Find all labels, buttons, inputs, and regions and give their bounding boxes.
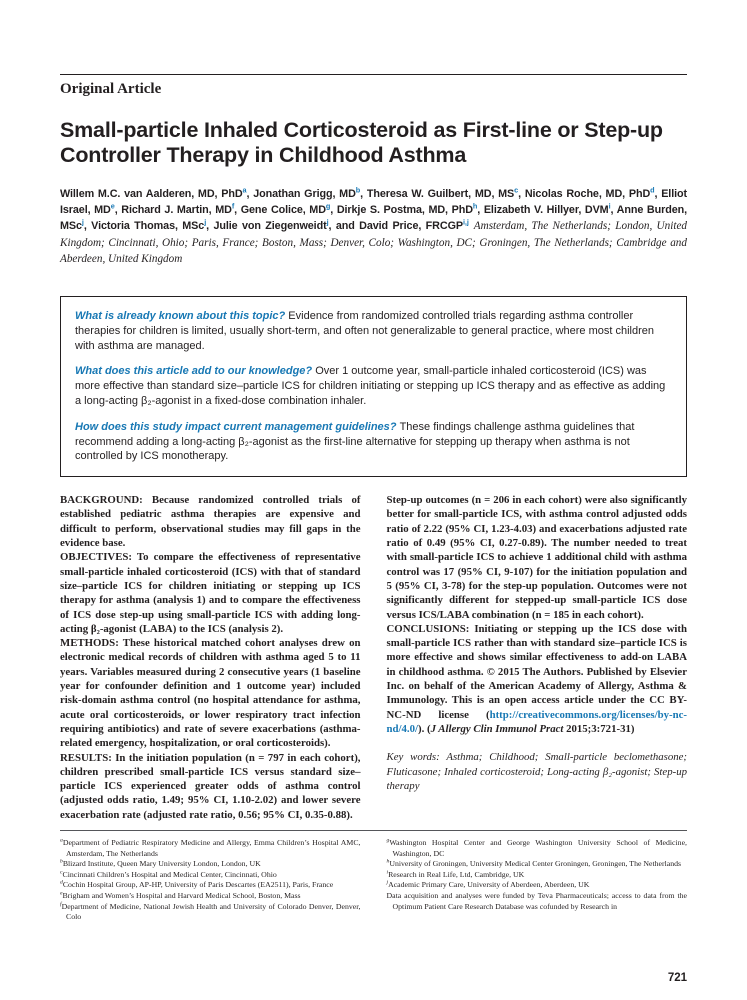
text-segment: , Jonathan Grigg, MD <box>246 188 356 200</box>
affiliation-ref: j <box>326 217 329 227</box>
footnote-marker: a <box>60 837 63 844</box>
footnote-text: Blizard Institute, Queen Mary University London, London, UK <box>62 859 261 869</box>
text-segment: 2015;3:721-31) <box>563 722 635 735</box>
footnote-text: Academic Primary Care, University of Aberdeen, Aberdeen, UK <box>388 880 590 890</box>
footnote-text: Cochin Hospital Group, AP-HP, University of Paris Descartes (EA2511), Paris, France <box>62 880 334 890</box>
author-byline <box>60 186 687 267</box>
journal-name: J Allergy Clin Immunol Pract <box>430 722 564 735</box>
affiliation-footnote-f <box>60 902 361 923</box>
text-segment: , Victoria Thomas, MSc <box>83 220 205 233</box>
highlight-item-adds <box>75 364 672 408</box>
affiliation-ref: g <box>325 201 331 211</box>
footnote-marker: c <box>60 869 63 876</box>
author-locations: Amsterdam, The Netherlands; London, United Kingdom; Cincinnati, Ohio; Paris, France; Boston, Mass; Denver, Colo; Washington, DC; Groningen, The Netherlands; Cambridge and Aberdeen, United Kingdom <box>60 220 688 265</box>
affiliation-ref: c <box>514 185 519 195</box>
abstract-background: BACKGROUND: Because randomized controlled trials of established pediatric asthma therapies are expensive and difficult to perform, observational studies may fill gaps in the evidence base. <box>60 494 361 550</box>
footnote-text: University of Groningen, University Medical Center Groningen, Groningen, The Netherlands <box>389 859 682 869</box>
abstract-objectives: OBJECTIVES: To compare the effectiveness of representative small-particle inhaled corticosteroid (ICS) with that of standard size–particle ICS for children initiating or stepping up ICS therapy for asthma (analysis 1) and to compare the effectiveness of ICS dose step-up using small-particle ICS with adding long-acting β₂-agonist (LABA) to the ICS (analysis 2). <box>60 551 361 635</box>
footnotes-left-column <box>60 838 361 923</box>
section-label: Original Article <box>60 81 162 97</box>
text-segment: , Dirkje S. Postma, MD, PhD <box>330 204 473 217</box>
text-segment: CONCLUSIONS: Initiating or stepping up the ICS dose with small-particle ICS rather than with standard size–particle ICS is more effective and shows similar effectiveness to add-on LABA in childhood asthma. © 2015 The Authors. Published by Elsevier Inc. on behalf of the American Academy of Allergy, Asthma & Immunology. This is an open access article under the CC BY-NC-ND license ( <box>386 622 687 721</box>
footnote-text: Department of Medicine, National Jewish Health and University of Colorado Denver, Denver, Colo <box>61 901 361 922</box>
affiliation-footnote-g <box>387 838 688 859</box>
text-segment: , Julie von Ziegenweidt <box>206 220 327 233</box>
footnote-marker: b <box>60 858 63 865</box>
footnote-text: Department of Pediatric Respiratory Medicine and Allergy, Emma Children’s Hospital AMC, Amsterdam, The Netherlands <box>62 838 361 858</box>
text-segment: Over 1 outcome year, small-particle inhaled corticosteroid (ICS) was more effective than standard size–particle ICS for children initiating or stepping up ICS therapy and as effective as adding a long-acting β₂-agonist in a fixed-dose combination inhaler. <box>75 365 666 407</box>
affiliation-footnote-b <box>60 859 361 870</box>
affiliation-ref: a <box>242 185 247 195</box>
affiliation-ref: e <box>110 201 115 211</box>
affiliation-ref: j <box>81 217 84 227</box>
header-rule <box>60 74 687 75</box>
abstract-stepup-results: Step-up outcomes (n = 206 in each cohort) were also significantly better for small-particle ICS, with asthma control adjusted odds ratio of 2.22 (95% CI, 1.23-4.03) and exacerbations adjusted rate ratio of 0.49 (95% CI, 0.27-0.89). The number needed to treat with small-particle ICS to achieve 1 additional child with asthma control was 17 (95% CI, 9-107) for the initiation population and 5 (95% CI, 3-78) for the step-up population. Outcomes were not significantly different for stepped-up small-particle ICS dose versus ICS/LABA combination (n = 185 in each cohort). <box>386 494 687 621</box>
footnote-separator <box>60 830 687 831</box>
abstract-conclusions <box>387 622 688 736</box>
page-title: Small-particle Inhaled Corticosteroid as First-line or Step-up Controller Therapy in Childhood Asthma <box>60 118 663 167</box>
affiliation-footnote-h <box>387 859 688 870</box>
affiliation-footnote-d <box>60 880 361 891</box>
abstract-methods: METHODS: These historical matched cohort analyses drew on electronic medical records of children with asthma aged 5 to 11 years. Variables measured during 2 consecutive years (1 baseline year for confounder definition and 1 outcome year) included risk-domain asthma control (no hospital attendance for asthma, acute oral corticosteroids, or lower respiratory tract infection requiring antibiotics) and rate of severe exacerbations (asthma-related emergency, hospitalization, or oral corticosteroids). <box>60 637 361 750</box>
footnote-text: Washington Hospital Center and George Washington University School of Medicine, Washington, DC <box>389 838 687 858</box>
text-segment: , Elliot Israel, MD <box>60 188 687 217</box>
text-segment: , Anne Burden, MSc <box>60 204 687 233</box>
text-segment: ). ( <box>418 722 431 735</box>
highlight-question: How does this study impact current management guidelines? <box>75 420 400 433</box>
affiliation-ref: j <box>204 217 207 227</box>
footnote-text: Brigham and Women’s Hospital and Harvard Medical School, Boston, Mass <box>62 890 301 900</box>
highlight-question: What is already known about this topic? <box>75 310 289 323</box>
text-segment: Willem M.C. van Aalderen, MD, PhD <box>60 188 243 200</box>
text-segment: , Richard J. Martin, MD <box>114 204 232 217</box>
license-link[interactable]: http://creativecommons.org/licenses/by-nc-nd/4.0/ <box>386 708 687 735</box>
highlight-item-known <box>75 309 672 353</box>
text-segment: , Theresa W. Guilbert, MD, MS <box>360 188 515 200</box>
affiliation-ref: h <box>472 201 478 211</box>
affiliation-footnote-c <box>60 870 361 881</box>
affiliation-footnote-a <box>60 838 361 859</box>
affiliation-ref: b <box>355 185 361 195</box>
footnote-marker: e <box>60 890 63 897</box>
affiliation-footnote-j <box>387 880 688 891</box>
footnotes-right-column <box>387 838 688 923</box>
footnote-marker: i <box>386 869 389 876</box>
footnote-marker: g <box>386 837 390 844</box>
keywords: Key words: Asthma; Childhood; Small-particle beclomethasone; Fluticasone; Inhaled corticosteroid; Long-acting β₂-agonist; Step-up therapy <box>386 751 687 792</box>
footnote-text: Data acquisition and analyses were funded by Teva Pharmaceuticals; access to data from the Optimum Patient Care Research Database was cofunded by Research in <box>386 890 687 911</box>
text-segment: , and David Price, FRCGP <box>328 220 463 233</box>
abstract-right-column <box>387 493 688 822</box>
affiliation-ref: f <box>231 201 235 211</box>
footnote-text: Research in Real Life, Ltd, Cambridge, UK <box>388 869 525 879</box>
highlight-question: What does this article add to our knowledge? <box>75 365 316 378</box>
funding-footnote <box>387 891 688 912</box>
text-segment: Evidence from randomized controlled trials regarding asthma controller therapies for children is limited, usually short-term, and often not generalizable to general practice, where most children with asthma are managed. <box>75 310 655 352</box>
footnotes <box>60 838 687 923</box>
footnote-text: Cincinnati Children’s Hospital and Medical Center, Cincinnati, Ohio <box>62 869 277 879</box>
footnote-marker: f <box>60 900 62 907</box>
affiliation-ref: i,j <box>462 217 469 227</box>
affiliation-footnote-e <box>60 891 361 902</box>
abstract-results: RESULTS: In the initiation population (n = 797 in each cohort), children prescribed small-particle ICS versus standard size–particle ICS experienced greater odds of asthma control (adjusted odds ratio, 1.49; 95% CI, 1.10-2.02) and lower severe exacerbation rate (adjusted rate ratio, 0.56; 95% CI, 0.35-0.88). <box>60 751 361 821</box>
text-segment: , Elizabeth V. Hillyer, DVM <box>477 204 609 217</box>
footnote-marker: d <box>60 879 63 886</box>
highlight-item-impact <box>75 420 672 464</box>
footnote-marker: h <box>386 858 390 865</box>
page-number: 721 <box>667 972 687 984</box>
abstract-left-column <box>60 493 361 822</box>
affiliation-footnote-i <box>387 870 688 881</box>
affiliation-ref: i <box>608 201 611 211</box>
text-segment: These findings challenge asthma guidelines that recommend adding a long-acting β₂-agonist as the first-line alternative for stepping up therapy when asthma is not controlled by ICS monotherapy. <box>75 420 635 463</box>
text-segment: , Nicolas Roche, MD, PhD <box>518 188 651 200</box>
highlights-box <box>60 296 687 477</box>
affiliation-ref: d <box>650 185 655 195</box>
text-segment: , Gene Colice, MD <box>234 204 326 217</box>
footnote-marker: j <box>386 879 389 886</box>
abstract <box>60 493 687 822</box>
